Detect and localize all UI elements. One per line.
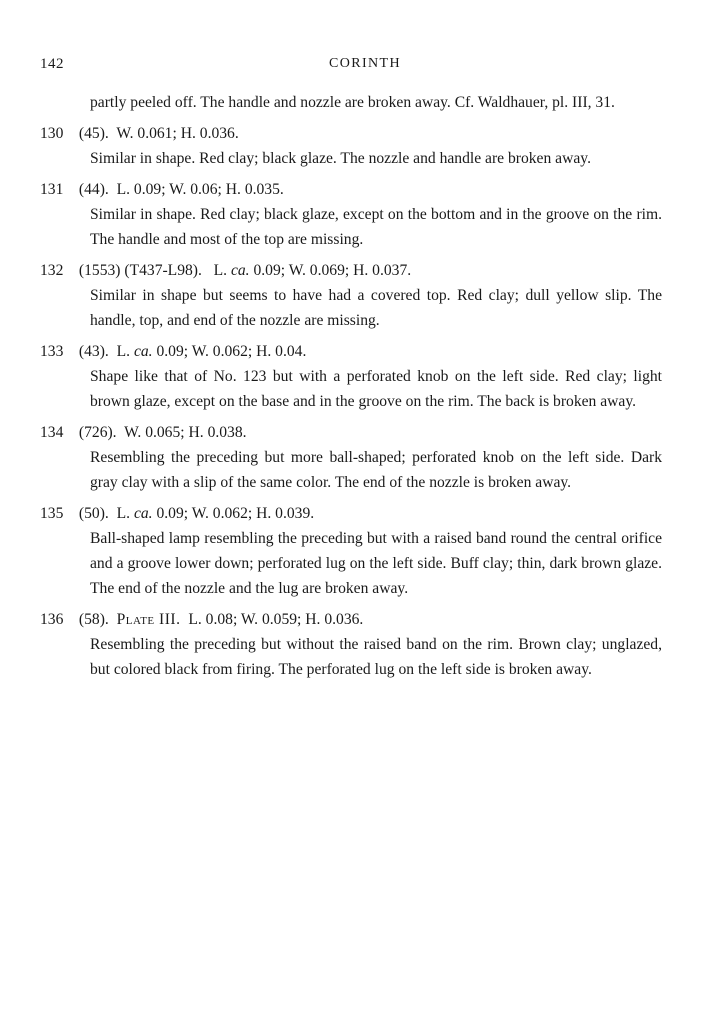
- entry-number: 131: [40, 181, 64, 198]
- dimensions: W. 0.065; H. 0.038.: [124, 424, 247, 441]
- catalog-entry-133: [40, 339, 662, 414]
- dimensions: L. 0.08; W. 0.059; H. 0.036.: [188, 611, 364, 628]
- running-title: CORINTH: [328, 56, 402, 71]
- entry-heading: [40, 339, 662, 364]
- catalog-entry-134: [40, 420, 662, 495]
- dimensions: W. 0.061; H. 0.036.: [116, 125, 239, 142]
- dimensions-length-label: L.: [116, 343, 131, 360]
- entry-number: 132: [40, 262, 64, 279]
- catalog-entry-136: [40, 607, 662, 682]
- entry-description: Similar in shape but seems to have had a covered top. Red clay; dull yellow slip. The handle, top, and end of the nozzle are missing.: [90, 287, 662, 329]
- page-body: [40, 90, 662, 682]
- entry-number: 136: [40, 611, 64, 628]
- inventory-number: (50).: [78, 505, 109, 522]
- page-header: [40, 56, 690, 78]
- circa-abbreviation: ca.: [133, 505, 153, 522]
- catalog-entry-132: [40, 258, 662, 333]
- inventory-number: (726).: [78, 424, 117, 441]
- circa-abbreviation: ca.: [133, 343, 153, 360]
- entry-number: 135: [40, 505, 64, 522]
- inventory-number: (45).: [78, 125, 109, 142]
- entry-heading: [40, 607, 662, 632]
- entry-heading: [40, 121, 662, 146]
- catalog-entry-131: [40, 177, 662, 252]
- inventory-number: (1553) (T437-L98).: [78, 262, 202, 279]
- entry-number: 130: [40, 125, 64, 142]
- inventory-number: (44).: [78, 181, 109, 198]
- dimensions: 0.09; W. 0.062; H. 0.04.: [156, 343, 307, 360]
- catalog-entry-130: [40, 121, 662, 171]
- entry-number: 134: [40, 424, 64, 441]
- entry-heading: [40, 177, 662, 202]
- dimensions: L. 0.09; W. 0.06; H. 0.035.: [116, 181, 284, 198]
- continuation-paragraph: partly peeled off. The handle and nozzle are broken away. Cf. Waldhauer, pl. III, 31.: [90, 94, 615, 111]
- inventory-number: (58).: [78, 611, 109, 628]
- entry-description: Ball-shaped lamp resembling the preceding but with a raised band round the central orifice and a groove lower down; perforated lug on the left side. Buff clay; thin, dark brown glaze. The end of the nozzle and the lug are broken away.: [90, 530, 662, 597]
- entry-description: Resembling the preceding but without the raised band on the rim. Brown clay; unglazed, but colored black from firing. The perforated lug on the left side is broken away.: [90, 636, 662, 678]
- entry-description: Resembling the preceding but more ball-shaped; perforated knob on the left side. Dark gray clay with a slip of the same color. The end of the nozzle is broken away.: [90, 449, 662, 491]
- dimensions: 0.09; W. 0.062; H. 0.039.: [156, 505, 315, 522]
- entry-description: Similar in shape. Red clay; black glaze. The nozzle and handle are broken away.: [90, 150, 591, 167]
- dimensions-length-label: L.: [213, 262, 228, 279]
- entry-heading: [40, 258, 662, 283]
- catalog-entry-135: [40, 501, 662, 601]
- entry-number: 133: [40, 343, 64, 360]
- dimensions: 0.09; W. 0.069; H. 0.037.: [253, 262, 412, 279]
- entry-description: Similar in shape. Red clay; black glaze, except on the bottom and in the groove on the rim. The handle and most of the top are missing.: [90, 206, 662, 248]
- plate-reference: Plate III.: [116, 611, 181, 628]
- dimensions-length-label: L.: [116, 505, 131, 522]
- page-number: 142: [40, 56, 64, 72]
- inventory-number: (43).: [78, 343, 109, 360]
- entry-description: Shape like that of No. 123 but with a perforated knob on the left side. Red clay; light brown glaze, except on the base and in the groove on the rim. The back is broken away.: [90, 368, 662, 410]
- entry-heading: [40, 420, 662, 445]
- circa-abbreviation: ca.: [230, 262, 250, 279]
- entry-heading: [40, 501, 662, 526]
